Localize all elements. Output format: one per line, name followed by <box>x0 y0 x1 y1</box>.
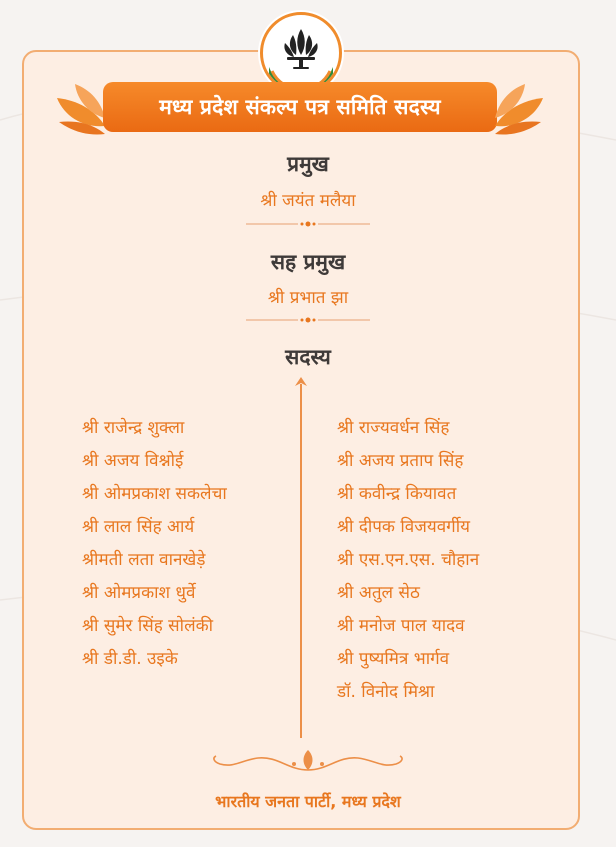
divider <box>246 219 370 229</box>
list-item: श्री ओमप्रकाश धुर्वे <box>82 583 196 603</box>
right-leaf-ornament <box>493 78 545 138</box>
members-left-column <box>82 414 227 678</box>
members-right-column <box>337 414 479 711</box>
list-item: श्री दीपक विजयवर्गीय <box>337 517 471 537</box>
list-item: श्री कवीन्द्र कियावत <box>337 484 457 504</box>
list-item: श्री मनोज पाल यादव <box>337 616 465 636</box>
list-item: श्री अजय विश्नोई <box>82 451 184 471</box>
members-label: सदस्य <box>285 345 331 369</box>
list-item: श्री राजेन्द्र शुक्ला <box>82 418 185 438</box>
head-name: श्री जयंत मलैया <box>260 191 356 211</box>
list-item: श्री अतुल सेठ <box>337 583 420 603</box>
title-banner <box>55 78 545 140</box>
list-item: श्री राज्यवर्धन सिंह <box>337 418 450 438</box>
list-item: श्री लाल सिंह आर्य <box>82 517 195 537</box>
list-item: श्री अजय प्रताप सिंह <box>337 451 464 471</box>
list-item: श्रीमती लता वानखेड़े <box>82 550 206 570</box>
left-leaf-ornament <box>55 78 107 138</box>
list-item: श्री सुमेर सिंह सोलंकी <box>82 616 214 636</box>
banner-title: मध्य प्रदेश संकल्प पत्र समिति सदस्य <box>103 82 497 132</box>
head-label: प्रमुख <box>287 152 329 176</box>
list-item: श्री ओमप्रकाश सकलेचा <box>82 484 227 504</box>
co-head-label: सह प्रमुख <box>270 250 346 274</box>
column-divider <box>300 384 302 738</box>
flourish-icon <box>208 744 408 778</box>
footer-text: भारतीय जनता पार्टी, मध्य प्रदेश <box>215 792 401 811</box>
list-item: श्री एस.एन.एस. चौहान <box>337 550 480 570</box>
list-item: डॉ. विनोद मिश्रा <box>337 682 435 702</box>
list-item: श्री पुष्यमित्र भार्गव <box>337 649 450 669</box>
co-head-name: श्री प्रभात झा <box>267 288 349 308</box>
list-item: श्री डी.डी. उइके <box>82 649 178 669</box>
divider <box>246 315 370 325</box>
